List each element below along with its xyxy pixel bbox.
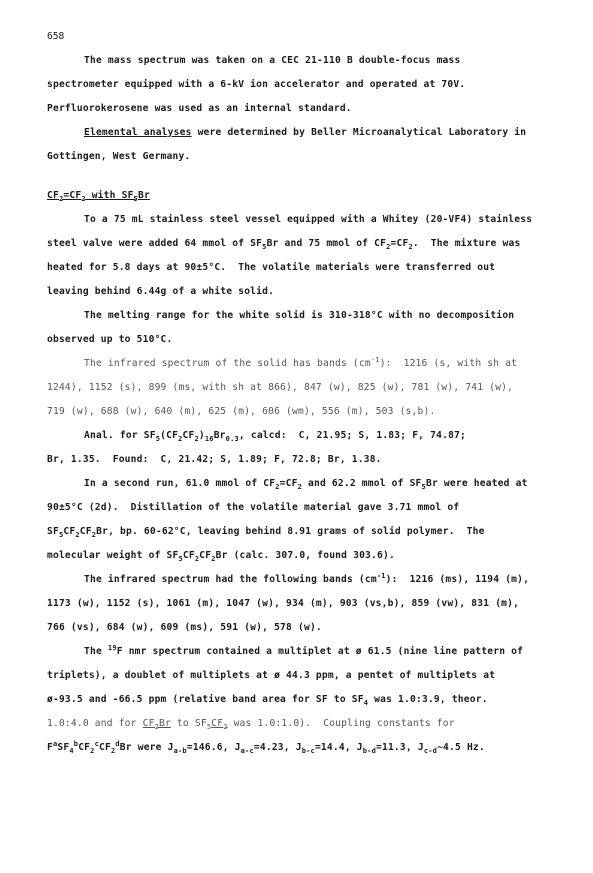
- mass-spec-line-2: spectrometer equipped with a 6-kV ion accelerator and operated at 70V.: [47, 79, 466, 90]
- section-heading: $CF_2=CF_2$ with $SF_5Br$: [47, 190, 150, 203]
- mass-spec-line-1: The mass spectrum was taken on a CEC 21-110 B double-focus mass: [84, 55, 461, 66]
- p7-line-4: 1.0:4.0 and for $CF_2Br$ to $SF_5CF_2$ was 1.0:1.0). Coupling constants for: [47, 718, 455, 731]
- p1-line-3: heated for 5.8 days at 90±5°C. The volatile materials were transferred out: [47, 262, 496, 273]
- p5-line-2: 90±5°C (2d). Distillation of the volatile material gave 3.71 mmol of: [47, 502, 460, 513]
- p2-line-1: The melting range for the white solid is 310-318°C with no decomposition: [84, 310, 515, 321]
- page-number: 658: [47, 31, 65, 42]
- p6-line-1: The infrared spectrum had the following bands $(cm^{-1})$: 1216 (ms), 1194 (m),: [84, 571, 530, 585]
- p5-line-4: molecular weight of $SF_5CF_2CF_2Br$ (calc. 307.0, found 303.6).: [47, 550, 395, 563]
- p6-line-3: 766 (vs), 684 (w), 609 (ms), 591 (w), 578 (w).: [47, 622, 322, 633]
- p3-line-3: 719 (w), 688 (w), 640 (m), 625 (m), 606 (wm), 556 (m), 503 (s,b).: [47, 406, 436, 417]
- p2-line-2: observed up to 510°C.: [47, 334, 173, 345]
- p5-line-3: $SF_5CF_2CF_2Br$, bp. 60-62°C, leaving behind 8.91 grams of solid polymer. The: [47, 526, 485, 539]
- elemental-analyses-underlined: Elemental analyses: [84, 127, 192, 138]
- mass-spec-line-3: Perfluorokerosene was used as an internal standard.: [47, 103, 352, 114]
- p4-line-2: Br, 1.35. Found: C, 21.42; S, 1.89; F, 72.8; Br, 1.38.: [47, 454, 382, 465]
- p7-line-2: triplets), a doublet of multiplets at ø 44.3 ppm, a pentet of multiplets at: [47, 670, 496, 681]
- p1-line-2: steel valve were added 64 mmol of $SF_5Br$ and 75 mmol of $CF_2=CF_2$. The mixture was: [47, 238, 521, 251]
- p1-line-1: To a 75 mL stainless steel vessel equipped with a Whitey (20-VF4) stainless: [84, 214, 533, 225]
- p3-line-2: 1244), 1152 (s), 899 (ms, with sh at 866), 847 (w), 825 (w), 781 (w), 741 (w),: [47, 382, 514, 393]
- p4-line-1: Anal. for $SF_5(CF_2CF_2)_{16}Br_{0.3}$, calcd: C, 21.95; S, 1.83; F, 74.87;: [84, 430, 466, 443]
- p5-line-1: In a second run, 61.0 mmol of $CF_2=CF_2$ and 62.2 mmol of $SF_5Br$ were heated at: [84, 478, 528, 491]
- elemental-analyses-line-1: Elemental analyses were determined by Beller Microanalytical Laboratory in: [84, 127, 527, 138]
- p7-line-3: ø-93.5 and -66.5 ppm (relative band area for SF to $SF_4$ was 1.0:3.9, theor.: [47, 694, 488, 707]
- p7-line-5: $F^aSF_4^bCF_2^cCF_2^dBr$ were $J_{a-b}=146.6$, $J_{a-c}=4.23$, $J_{b-c}=14.4$, $J_{b-d}=11.3$, $J_{c-d}\sim 4.5$ Hz.: [47, 739, 485, 755]
- p1-line-4: leaving behind 6.44g of a white solid.: [47, 286, 275, 297]
- p6-line-2: 1173 (w), 1152 (s), 1061 (m), 1047 (w), 934 (m), 903 (vs,b), 859 (vw), 831 (m),: [47, 598, 520, 609]
- p3-line-1: The infrared spectrum of the solid has bands $(cm^{-1})$: 1216 (s, with sh at: [84, 355, 518, 369]
- p7-line-1: The $^{19}$F nmr spectrum contained a multiplet at ø 61.5 (nine line pattern of: [84, 643, 524, 657]
- elemental-analyses-line-2: Gottingen, West Germany.: [47, 151, 191, 162]
